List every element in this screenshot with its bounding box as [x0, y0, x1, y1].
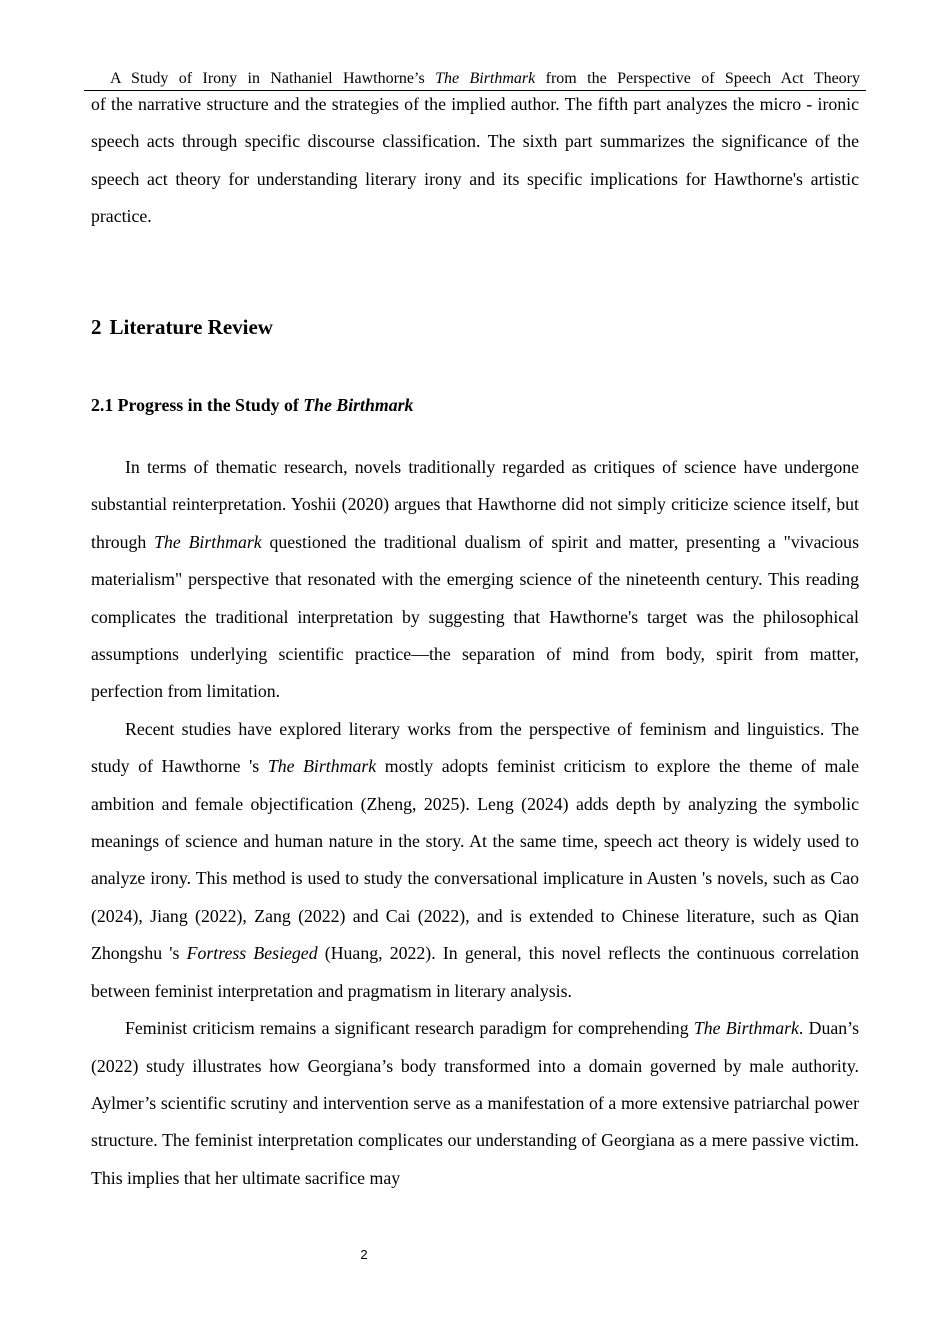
italic-title: The Birthmark: [267, 756, 377, 777]
paragraph-thematic-research: [91, 449, 859, 711]
paragraph-text: Recent studies have explored literary works from the perspective of feminism and linguistics. The study of Hawthorne 's: [91, 718, 859, 777]
paragraph-text: (Huang, 2022). In general, this novel reflects the continuous correlation between feminist interpretation and pragmatism in literary analysis.: [91, 943, 860, 1001]
italic-title: The Birthmark: [154, 531, 262, 552]
page-number: 2: [360, 1247, 368, 1262]
italic-title: The Birthmark: [693, 1018, 799, 1039]
body-text: [91, 449, 859, 1197]
subsection-title-italic: The Birthmark: [303, 395, 414, 415]
paragraph-text: . Duan’s (2022) study illustrates how Georgiana’s body transformed into a domain governed by male authority. Aylmer’s scientific scrutiny and intervention serve as a manifestation of a more extensive patriarchal power structure. The feminist interpretation complicates our understanding of Georgiana as a mere passive victim. This implies that her ultimate sacrifice may: [91, 1018, 859, 1188]
paragraph-feminist-criticism: [91, 1010, 859, 1197]
section-number: 2: [91, 315, 102, 339]
section-title: Literature Review: [109, 315, 273, 339]
header-title-start: A Study of Irony in Nathaniel Hawthorne’s: [110, 70, 436, 87]
paragraph-text: In terms of thematic research, novels traditionally regarded as critiques of science have undergone substantial reinterpretation. Yoshii (2020) argues that Hawthorne did not simply criticize science itself, but through: [91, 457, 859, 552]
section-heading: [91, 313, 273, 341]
paragraph-recent-studies: [91, 711, 859, 1010]
paragraph-text: Feminist criticism remains a significant research paradigm for comprehending: [125, 1018, 694, 1039]
paragraph-text: mostly adopts feminist criticism to explore the theme of male ambition and female objectification (Zheng, 2025). Leng (2024) adds depth by analyzing the symbolic meanings of science and human nature in the story. At the same time, speech act theory is widely used to analyze irony. This method is used to study the conversational implicature in Austen 's novels, such as Cao (2024), Jiang (2022), Zang (2022) and Cai (2022), and is extended to Chinese literature, such as Qian Zhongshu 's: [91, 756, 860, 964]
paragraph-text: questioned the traditional dualism of spirit and matter, presenting a "vivacious materialism" perspective that resonated with the emerging science of the nineteenth century. This reading complicates the traditional interpretation by suggesting that Hawthorne's target was the philosophical assumptions underlying scientific practice—the separation of mind from body, spirit from matter, perfection from limitation.: [91, 531, 859, 702]
intro-paragraph-block: [91, 86, 859, 236]
subsection-title: 2.1 Progress in the Study of: [91, 395, 304, 415]
intro-paragraph: of the narrative structure and the strategies of the implied author. The fifth part analyzes the micro - ironic speech acts through specific discourse classification. The sixth part summarizes the significance of the speech act theory for understanding literary irony and its specific implications for Hawthorne's artistic practice.: [91, 94, 859, 227]
subsection-heading: [91, 393, 413, 417]
header-title-italic: The Birthmark: [435, 70, 536, 87]
header-title-end: from the Perspective of Speech Act Theory: [535, 70, 861, 87]
italic-title: Fortress Besieged: [186, 943, 318, 964]
